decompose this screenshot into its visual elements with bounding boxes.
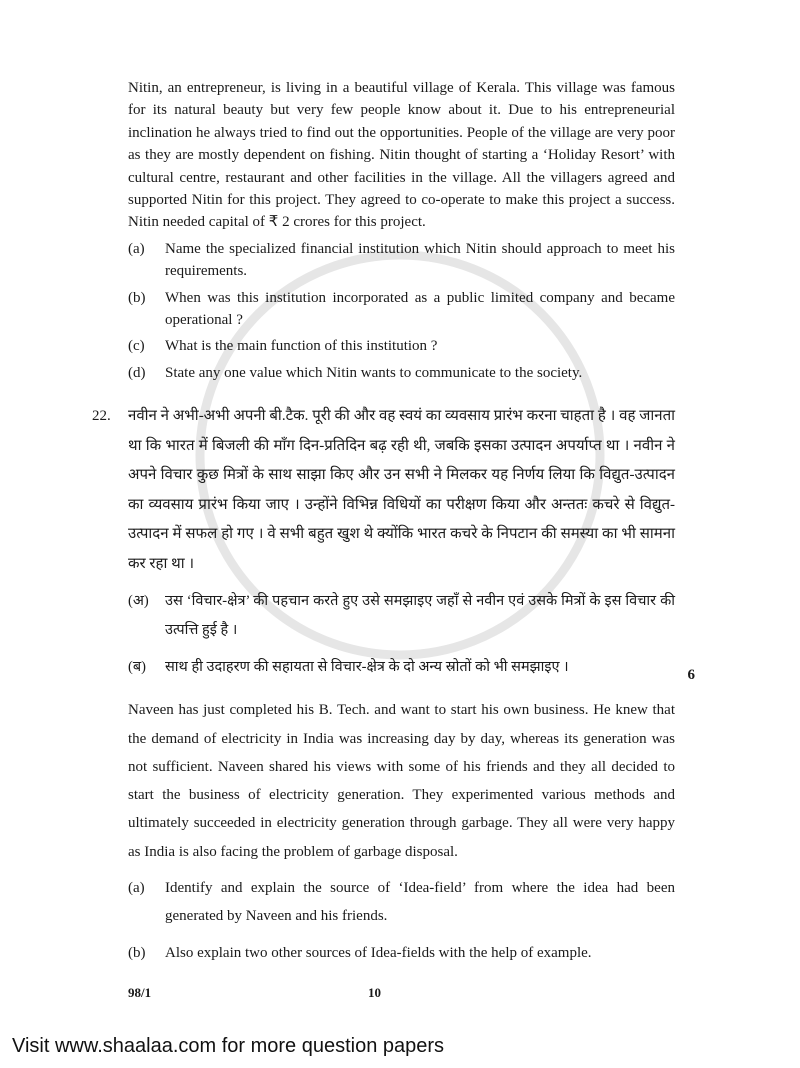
- page-footer: [92, 985, 675, 1005]
- hindi-item-a: [128, 587, 675, 645]
- page-number: 10: [368, 984, 381, 1000]
- question-22: [92, 402, 695, 967]
- website-banner: Visit www.shaalaa.com for more question papers: [12, 1034, 445, 1057]
- item-text: Also explain two other sources of Idea-fields with the help of example.: [165, 944, 592, 961]
- item-label: (d): [128, 364, 146, 381]
- english-item-b: [128, 939, 675, 967]
- item-text: साथ ही उदाहरण की सहायता से विचार-क्षेत्र के दो अन्य स्रोतों को भी समझाइए ।: [165, 659, 569, 676]
- hindi-paragraph: नवीन ने अभी-अभी अपनी बी.टैक. पूरी की और वह स्वयं का व्यवसाय प्रारंभ करना चाहता है । वह जानता था कि भारत में बिजली की माँग दिन-प्रतिदिन बढ़ रही थी, जबकि इसका उत्पादन अपर्याप्त था । नवीन ने अपने विचार कुछ मित्रों के साथ साझा किए और उन सभी ने मिलकर यह निर्णय लिया कि विद्युत-उत्पादन का व्यवसाय प्रारंभ किया जाए । उन्होंने विभिन्न विधियों का परीक्षण किया और अन्ततः कचरे से विद्युत-उत्पादन में सफल हो गए । वे सभी बहुत खुश थे क्योंकि भारत कचरे के निपटान की समस्या का भी सामना कर रहा था ।: [128, 408, 675, 572]
- item-text: State any one value which Nitin wants to communicate to the society.: [165, 364, 583, 381]
- hindi-item-b: [128, 653, 675, 682]
- case-21-item-d: [128, 362, 675, 384]
- item-text: उस ‘विचार-क्षेत्र’ की पहचान करते हुए उसे समझाइए जहाँ से नवीन एवं उसके मित्रों के इस विचार की उत्पत्ति हुई है ।: [165, 593, 675, 639]
- item-text: Identify and explain the source of ‘Idea-field’ from where the idea had been generated by Naveen and his friends.: [165, 880, 675, 925]
- case-21-item-b: [128, 287, 675, 332]
- item-label: (b): [128, 944, 146, 961]
- item-label: (a): [128, 240, 145, 257]
- case-21-item-a: [128, 238, 675, 283]
- english-paragraph: Naveen has just completed his B. Tech. and want to start his own business. He knew that the demand of electricity in India was increasing day by day, whereas its generation was not sufficient. Naveen shared his views with some of his friends and they all decided to start the business of electricity generation. They experimented various methods and ultimately succeeded in electricity generation through garbage. They all were very happy as India is also facing the problem of garbage disposal.: [128, 702, 675, 860]
- item-text: What is the main function of this institution ?: [165, 338, 438, 355]
- item-text: When was this institution incorporated as a public limited company and became operational ?: [165, 289, 675, 329]
- item-label: (a): [128, 880, 145, 897]
- marks: 6: [687, 667, 695, 684]
- case-21-item-c: [128, 335, 675, 357]
- item-label: (ब): [128, 659, 146, 676]
- item-label: (c): [128, 338, 145, 355]
- question-number: 22.: [92, 408, 111, 425]
- item-label: (b): [128, 289, 146, 306]
- item-label: (अ): [128, 593, 149, 610]
- case-21-paragraph: Nitin, an entrepreneur, is living in a beautiful village of Kerala. This village was famous for its natural beauty but very few people know about it. Due to his entrepreneurial inclination he always tried to find out the opportunities. People of the village are very poor as they are mostly dependent on fishing. Nitin thought of starting a ‘Holiday Resort’ with cultural centre, restaurant and other facilities in the village. All the villagers agreed and supported Nitin for this project. They agreed to co-operate to make this project a success. Nitin needed capital of ₹ 2 crores for this project.: [128, 80, 675, 231]
- english-item-a: [128, 874, 675, 931]
- paper-code: 98/1: [128, 984, 152, 1000]
- item-text: Name the specialized financial institution which Nitin should approach to meet his requirements.: [165, 240, 675, 280]
